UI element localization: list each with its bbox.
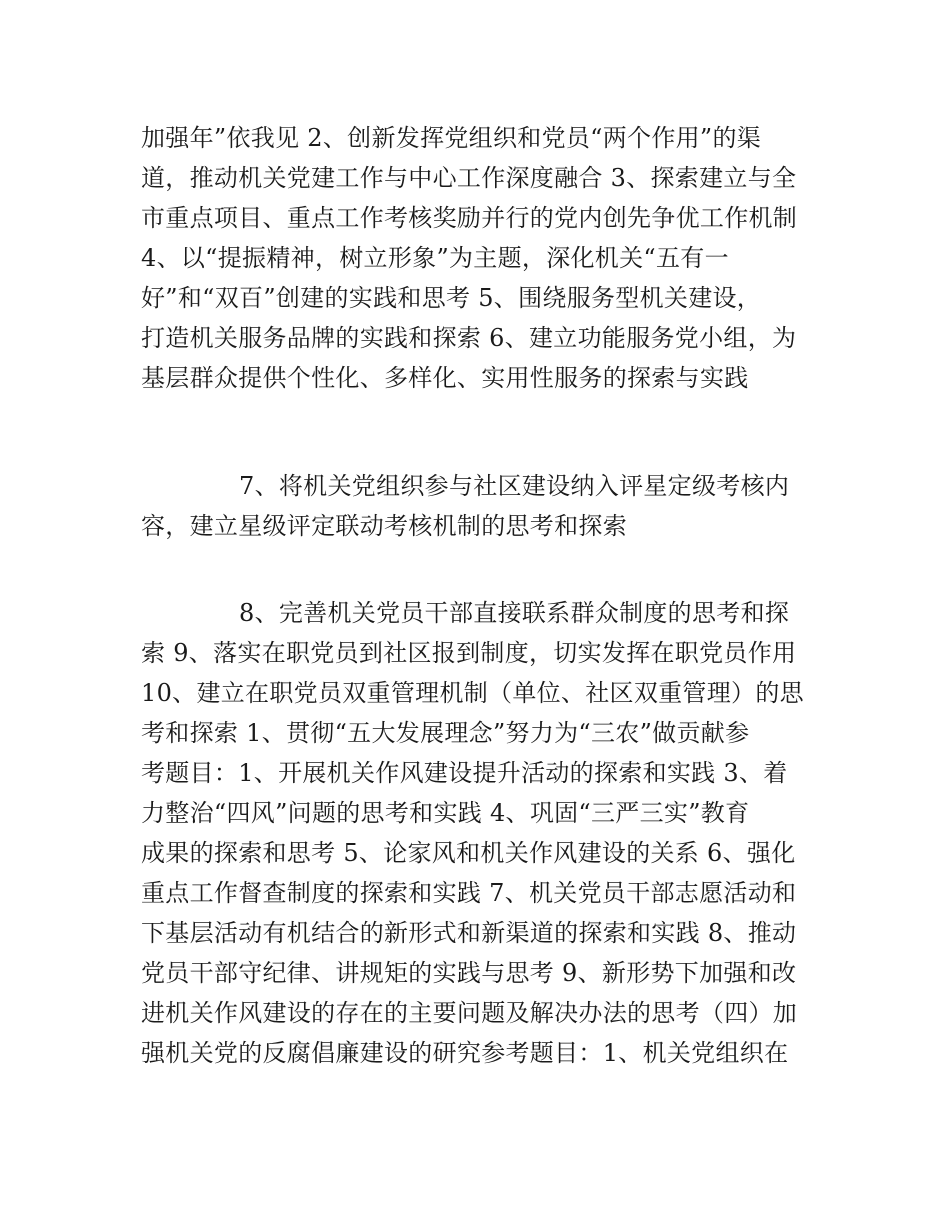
paragraph-line: 进机关作风建设的存在的主要问题及解决办法的思考（四）加 [141,999,798,1027]
paragraph-line: 好”和“双百”创建的实践和思考 5、围绕服务型机关建设， [141,284,762,312]
paragraph-2 [141,466,821,546]
paragraph-line: 索 9、落实在职党员到社区报到制度，切实发挥在职党员作用 [141,639,797,667]
paragraph-line: 打造机关服务品牌的实践和探索 6、建立功能服务党小组，为 [141,324,797,352]
paragraph-1 [141,118,821,398]
paragraph-line: 10、建立在职党员双重管理机制（单位、社区双重管理）的思 [141,679,804,707]
paragraph-line: 4、以“提振精神，树立形象”为主题，深化机关“五有一 [141,244,729,272]
paragraph-line: 强机关党的反腐倡廉建设的研究参考题目：1、机关党组织在 [141,1039,789,1067]
paragraph-line: 7、将机关党组织参与社区建设纳入评星定级考核内 [239,472,790,500]
paragraph-line: 容，建立星级评定联动考核机制的思考和探索 [141,512,627,540]
paragraph-line: 重点工作督查制度的探索和实践 7、机关党员干部志愿活动和 [141,879,797,907]
paragraph-line: 加强年”依我见 2、创新发挥党组织和党员“两个作用”的渠 [141,124,762,152]
paragraph-line: 基层群众提供个性化、多样化、实用性服务的探索与实践 [141,364,749,392]
paragraph-line: 道，推动机关党建工作与中心工作深度融合 3、探索建立与全 [141,164,797,192]
paragraph-line: 力整治“四风”问题的思考和实践 4、巩固“三严三实”教育 [141,799,750,827]
paragraph-line: 市重点项目、重点工作考核奖励并行的党内创先争优工作机制 [141,204,798,232]
paragraph-line: 下基层活动有机结合的新形式和新渠道的探索和实践 8、推动 [141,919,797,947]
paragraph-line: 党员干部守纪律、讲规矩的实践与思考 9、新形势下加强和改 [141,959,797,987]
paragraph-3 [141,593,821,1073]
paragraph-line: 考和探索 1、贯彻“五大发展理念”努力为“三农”做贡献参 [141,719,750,747]
paragraph-line: 考题目：1、开展机关作风建设提升活动的探索和实践 3、着 [141,759,788,787]
paragraph-line: 8、完善机关党员干部直接联系群众制度的思考和探 [239,599,790,627]
paragraph-line: 成果的探索和思考 5、论家风和机关作风建设的关系 6、强化 [141,839,796,867]
